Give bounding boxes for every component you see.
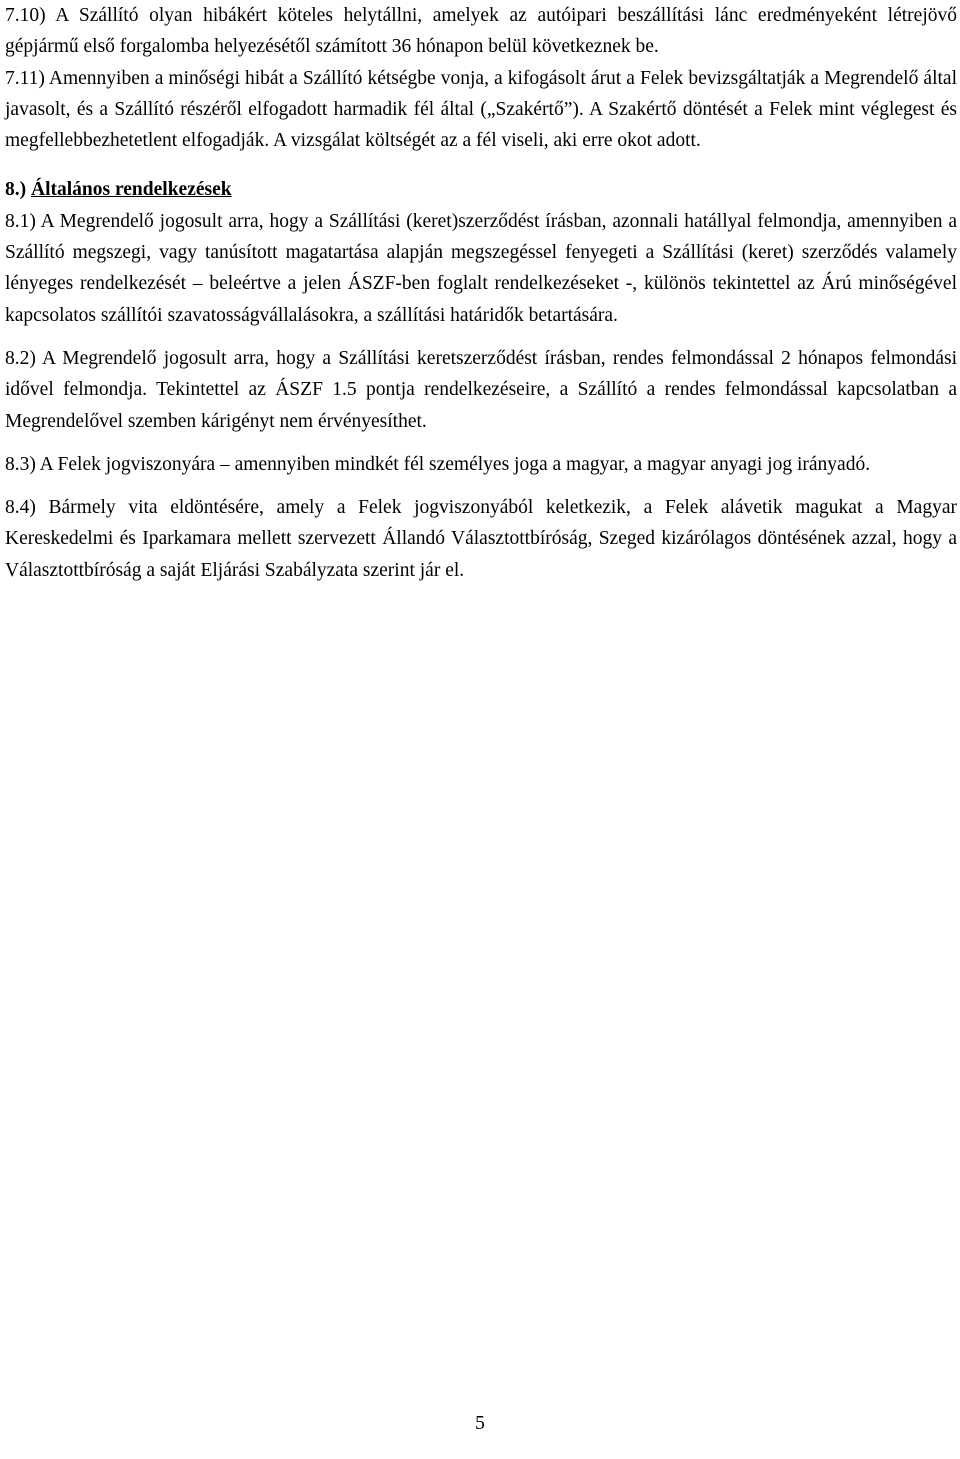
paragraph-8-1: 8.1) A Megrendelő jogosult arra, hogy a Szállítási (keret)szerződést írásban, azonnali hatállyal felmondja, amennyiben a Szállító megszegi, vagy tanúsított magatartása alapján megszegéssel fenyegeti a Szállítási (keret) szerződés valamely lényeges rendelkezését – beleértve a jelen ÁSZF-ben foglalt rendelkezéseket -, különös tekintettel az Árú minőségével kapcsolatos szállítói szavatosságvállalásokra, a szállítási határidők betartására. <box>5 210 957 326</box>
document-page <box>5 0 957 586</box>
paragraph-7-11: 7.11) Amennyiben a minőségi hibát a Szállító kétségbe vonja, a kifogásolt árut a Felek bevizsgáltatják a Megrendelő által javasolt, és a Szállító részéről elfogadott harmadik fél által („Szakértő”). A Szakértő döntését a Felek mint véglegest és megfellebbezhetetlent elfogadják. A vizsgálat költségét az a fél viseli, aki erre okot adott. <box>5 67 957 152</box>
section-number: 8.) <box>5 179 27 201</box>
section-title: Általános rendelkezések <box>31 179 232 201</box>
paragraph-7-10: 7.10) A Szállító olyan hibákért köteles helytállni, amelyek az autóipari beszállítási lánc eredményeként létrejövő gépjármű első forgalomba helyezésétől számított 36 hónapon belül következnek be. <box>5 5 957 58</box>
paragraph-8-2: 8.2) A Megrendelő jogosult arra, hogy a Szállítási keretszerződést írásban, rendes felmondással 2 hónapos felmondási idővel felmondja. Tekintettel az ÁSZF 1.5 pontja rendelkezéseire, a Szállító a rendes felmondással kapcsolatban a Megrendelővel szemben kárigényt nem érvényesíthet. <box>5 347 957 432</box>
section-heading-8 <box>5 174 957 205</box>
paragraph-8-4: 8.4) Bármely vita eldöntésére, amely a Felek jogviszonyából keletkezik, a Felek alávetik magukat a Magyar Kereskedelmi és Iparkamara mellett szervezett Állandó Választottbíróság, Szeged kizárólagos döntésének azzal, hogy a Választottbíróság a saját Eljárási Szabályzata szerint jár el. <box>5 497 957 581</box>
page-number: 5 <box>475 1413 485 1434</box>
paragraph-8-3: 8.3) A Felek jogviszonyára – amennyiben mindkét fél személyes joga a magyar, a magyar anyagi jog irányadó. <box>5 453 871 475</box>
